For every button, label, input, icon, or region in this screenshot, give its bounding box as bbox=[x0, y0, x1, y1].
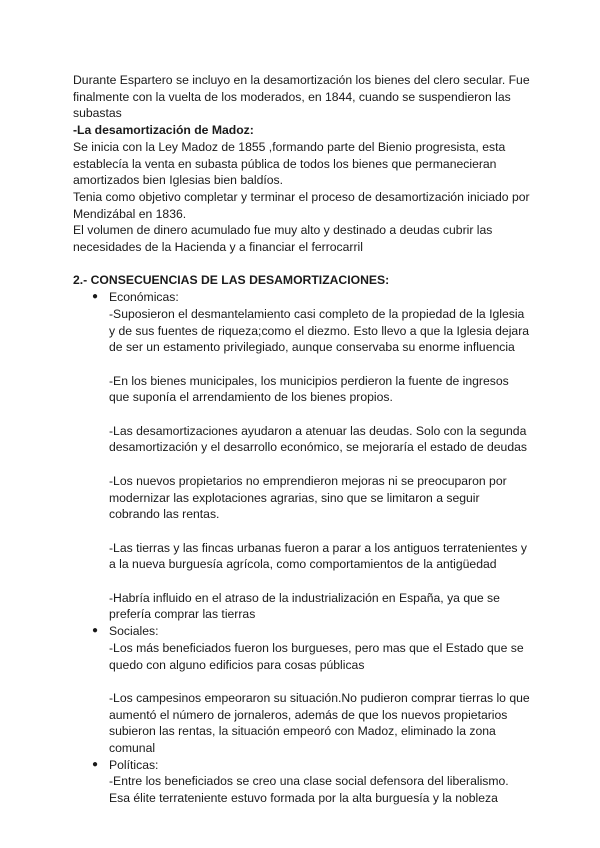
text-line: -Los más beneficiados fueron los burgueses, pero mas que el Estado que se bbox=[109, 640, 524, 655]
text-line: necesidades de la Hacienda y a financiar el ferrocarril bbox=[73, 240, 363, 255]
text-line: prefería comprar las tierras bbox=[109, 607, 256, 622]
bullet-icon: ● bbox=[92, 291, 99, 303]
bullet-content bbox=[109, 640, 534, 757]
bullet-item bbox=[92, 623, 534, 757]
text-line: quedo con alguno edificios para cosas públicas bbox=[109, 657, 365, 672]
text-line: y de sus fuentes de riqueza;como el diezmo. Esto llevo a que la Iglesia dejara bbox=[109, 323, 530, 338]
text-line: subastas bbox=[73, 106, 122, 121]
madoz-heading: -La desamortización de Madoz: bbox=[73, 123, 254, 138]
text-line: establecía la venta en subasta pública de todos los bienes que permanecieran bbox=[73, 156, 497, 171]
text-line: finalmente con la vuelta de los moderados, en 1844, cuando se suspendieron las bbox=[73, 89, 511, 104]
consequences-list bbox=[73, 289, 534, 807]
intro-paragraph bbox=[73, 72, 534, 122]
text-line: -Entre los beneficiados se creo una clase social defensora del liberalismo. bbox=[109, 774, 509, 789]
text-line: El volumen de dinero acumulado fue muy alto y destinado a deudas cubrir las bbox=[73, 223, 493, 238]
bullet-label: Económicas: bbox=[109, 290, 179, 305]
spacer bbox=[109, 356, 534, 373]
text-line: subieron las rentas, la situación empeoró con Madoz, eliminado la zona bbox=[109, 724, 496, 739]
text-line: aumentó el número de jornaleros, además de que los nuevos propietarios bbox=[109, 707, 508, 722]
text-line: Durante Espartero se incluyo en la desamortización los bienes del clero secular. Fue bbox=[73, 73, 530, 87]
spacer bbox=[73, 256, 534, 273]
text-line: -Las tierras y las fincas urbanas fueron a parar a los antiguos terratenientes y bbox=[109, 540, 527, 555]
spacer bbox=[109, 673, 534, 690]
text-line: -Las desamortizaciones ayudaron a atenuar las deudas. Solo con la segunda bbox=[109, 423, 527, 438]
text-line: -En los bienes municipales, los municipios perdieron la fuente de ingresos bbox=[109, 373, 509, 388]
bullet-content bbox=[109, 773, 534, 806]
madoz-paragraph bbox=[73, 139, 534, 256]
text-line: comunal bbox=[109, 741, 156, 756]
text-line: Mendizábal en 1836. bbox=[73, 206, 187, 221]
text-line: desamortización y el desarrollo económico, se mejoraría el estado de deudas bbox=[109, 440, 527, 455]
text-line: a la nueva burguesía agrícola, como comportamientos de la antigüedad bbox=[109, 557, 497, 572]
spacer bbox=[109, 573, 534, 590]
bullet-item bbox=[92, 289, 534, 623]
bullet-label: Sociales: bbox=[109, 624, 159, 639]
text-line: amortizados bien Iglesias bien baldíos. bbox=[73, 173, 284, 188]
bullet-icon: ● bbox=[92, 758, 99, 770]
text-line: Tenia como objetivo completar y terminar el proceso de desamortización iniciado por bbox=[73, 189, 530, 204]
bullet-icon: ● bbox=[92, 625, 99, 637]
spacer bbox=[109, 406, 534, 423]
text-line: -Suposieron el desmantelamiento casi completo de la propiedad de la Iglesia bbox=[109, 306, 525, 321]
section-heading: 2.- CONSECUENCIAS DE LAS DESAMORTIZACIONES: bbox=[73, 273, 390, 288]
text-line: modernizar las explotaciones agrarias, sino que se limitaron a seguir bbox=[109, 490, 480, 505]
spacer bbox=[109, 523, 534, 540]
bullet-item bbox=[92, 757, 534, 807]
text-line: Esa élite terrateniente estuvo formada por la alta burguesía y la nobleza bbox=[109, 791, 498, 806]
text-line: Se inicia con la Ley Madoz de 1855 ,formando parte del Bienio progresista, esta bbox=[73, 139, 506, 154]
bullet-content bbox=[109, 306, 534, 623]
text-line: -Habría influido en el atraso de la industrialización en España, ya que se bbox=[109, 590, 500, 605]
spacer bbox=[109, 456, 534, 473]
text-line: que suponía el arrendamiento de los bienes propios. bbox=[109, 390, 393, 405]
text-line: de ser un estamento privilegiado, aunque conservaba su enorme influencia bbox=[109, 340, 515, 355]
text-line: -Los campesinos empeoraron su situación.No pudieron comprar tierras lo que bbox=[109, 690, 530, 705]
text-line: cobrando las rentas. bbox=[109, 507, 220, 522]
bullet-label: Políticas: bbox=[109, 757, 159, 772]
text-line: -Los nuevos propietarios no emprendieron mejoras ni se preocuparon por bbox=[109, 473, 507, 488]
